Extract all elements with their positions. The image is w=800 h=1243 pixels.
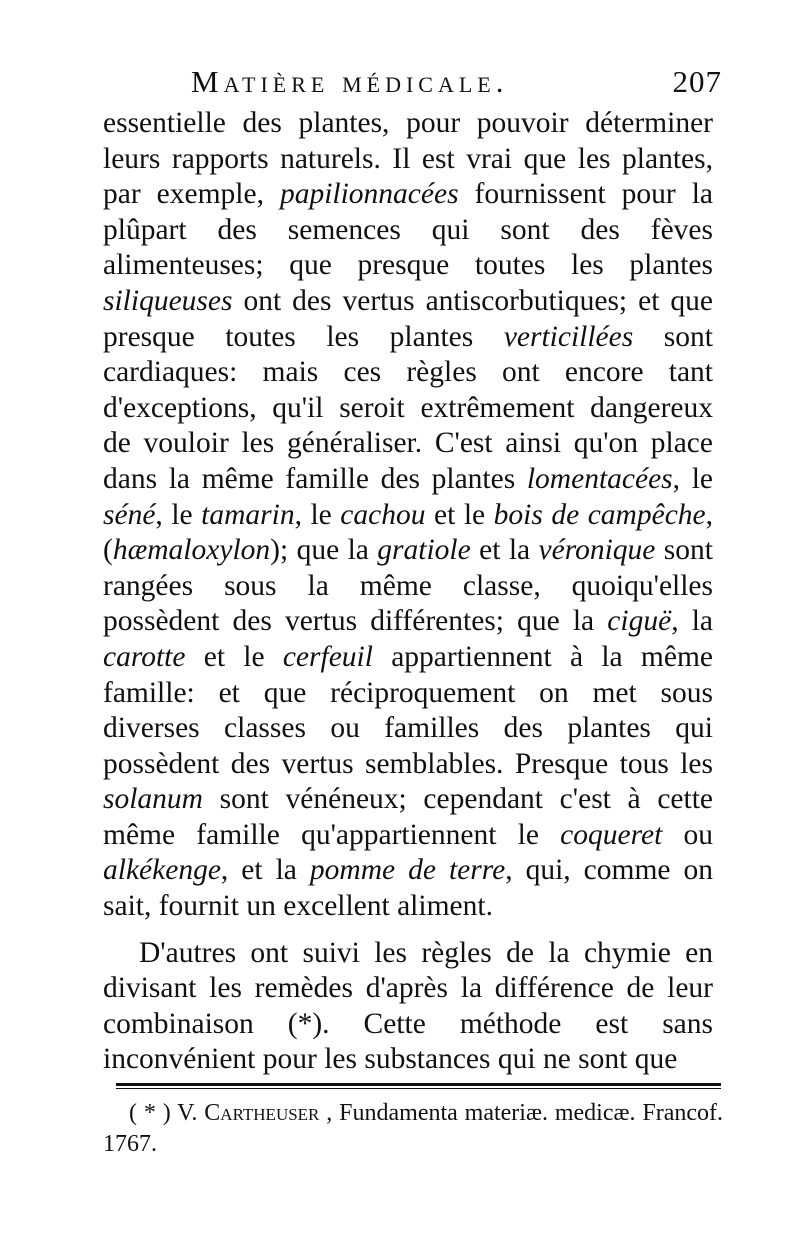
italic-term: cerfeuil (282, 640, 373, 673)
italic-term: pomme de terre (309, 854, 506, 887)
italic-term: carotte (103, 640, 186, 673)
text-run: et le (425, 498, 494, 531)
running-title: Matière médicale. (191, 64, 509, 99)
text-run: sont vénéneux; cependant c'est à cette même famille qu'appartiennent le (103, 783, 713, 851)
text-run: , ( (103, 498, 714, 567)
text-run: et la (470, 534, 539, 567)
text-run: , qui, comme on sait, fournit un excellent aliment. (103, 854, 713, 923)
text-run: sont cardiaques: mais ces règles ont encore tant d'exceptions, qu'il seroit extrêmement dangereux de vouloir les généraliser. C'est ainsi qu'on place dans la même famille des plantes (103, 320, 713, 495)
italic-term: gratiole (377, 534, 471, 567)
text-run: appartiennent à la même famille: et que réciproquement on met sous diverses classes ou familles des plantes qui possèdent des vertus semblables. Presque tous les (103, 640, 713, 780)
text-run: , le (294, 498, 341, 531)
footnote-marker: ( * ) V. (129, 1100, 205, 1126)
paragraph-1 (103, 106, 713, 925)
italic-term: séné (103, 498, 156, 531)
body-text (103, 106, 713, 1078)
italic-term: hæmaloxylon (112, 534, 271, 567)
italic-term: alkékenge (103, 854, 221, 887)
italic-term: coqueret (560, 818, 663, 851)
text-run: , le (155, 498, 202, 531)
footnote (103, 1098, 723, 1160)
text-run: ); que la (270, 534, 378, 567)
italic-term: siliqueuses (103, 284, 233, 317)
running-header (103, 58, 722, 108)
italic-term: papilionnacées (279, 178, 459, 211)
text-run: , le (672, 462, 713, 495)
footnote-rule-thin (116, 1088, 721, 1089)
italic-term: lomentacées (526, 462, 673, 495)
footnote-rule (116, 1083, 721, 1086)
text-run: ou (662, 818, 714, 851)
italic-term: tamarin (201, 498, 295, 531)
text-run: sont rangées sous la même classe, quoiqu'elles possèdent des vertus différentes; que la (103, 534, 713, 638)
page-number: 207 (672, 64, 722, 99)
text-run: et le (185, 640, 283, 673)
text-run: fournissent pour la plûpart des semences qui sont des fèves alimenteuses; que presque toutes les plantes (103, 178, 713, 282)
italic-term: bois de campêche (493, 498, 706, 531)
text-run: ont des vertus antiscorbutiques; et que presque toutes les plantes (103, 284, 713, 353)
footnote-text (103, 1098, 723, 1160)
text-run: , la (671, 605, 713, 638)
footnote-author: Cartheuser (204, 1100, 320, 1126)
text-run: essentielle des plantes, pour pouvoir déterminer leurs rapports naturels. Il est vrai que les plantes, par exemple, (103, 107, 713, 211)
italic-term: cachou (340, 498, 426, 531)
paragraph-2: D'autres ont suivi les règles de la chymie en divisant les remèdes d'après la différence de leur combinaison (*). Cette méthode est sans inconvénient pour les substances qui ne sont que (103, 936, 713, 1076)
footnote-citation: , Fundamenta materiæ. medicæ. Francof. 1767. (103, 1100, 724, 1157)
text-run: , et la (220, 854, 310, 887)
italic-term: ciguë (607, 605, 672, 638)
italic-term: solanum (103, 783, 203, 816)
italic-term: verticillées (503, 320, 634, 353)
italic-term: véronique (538, 534, 656, 567)
